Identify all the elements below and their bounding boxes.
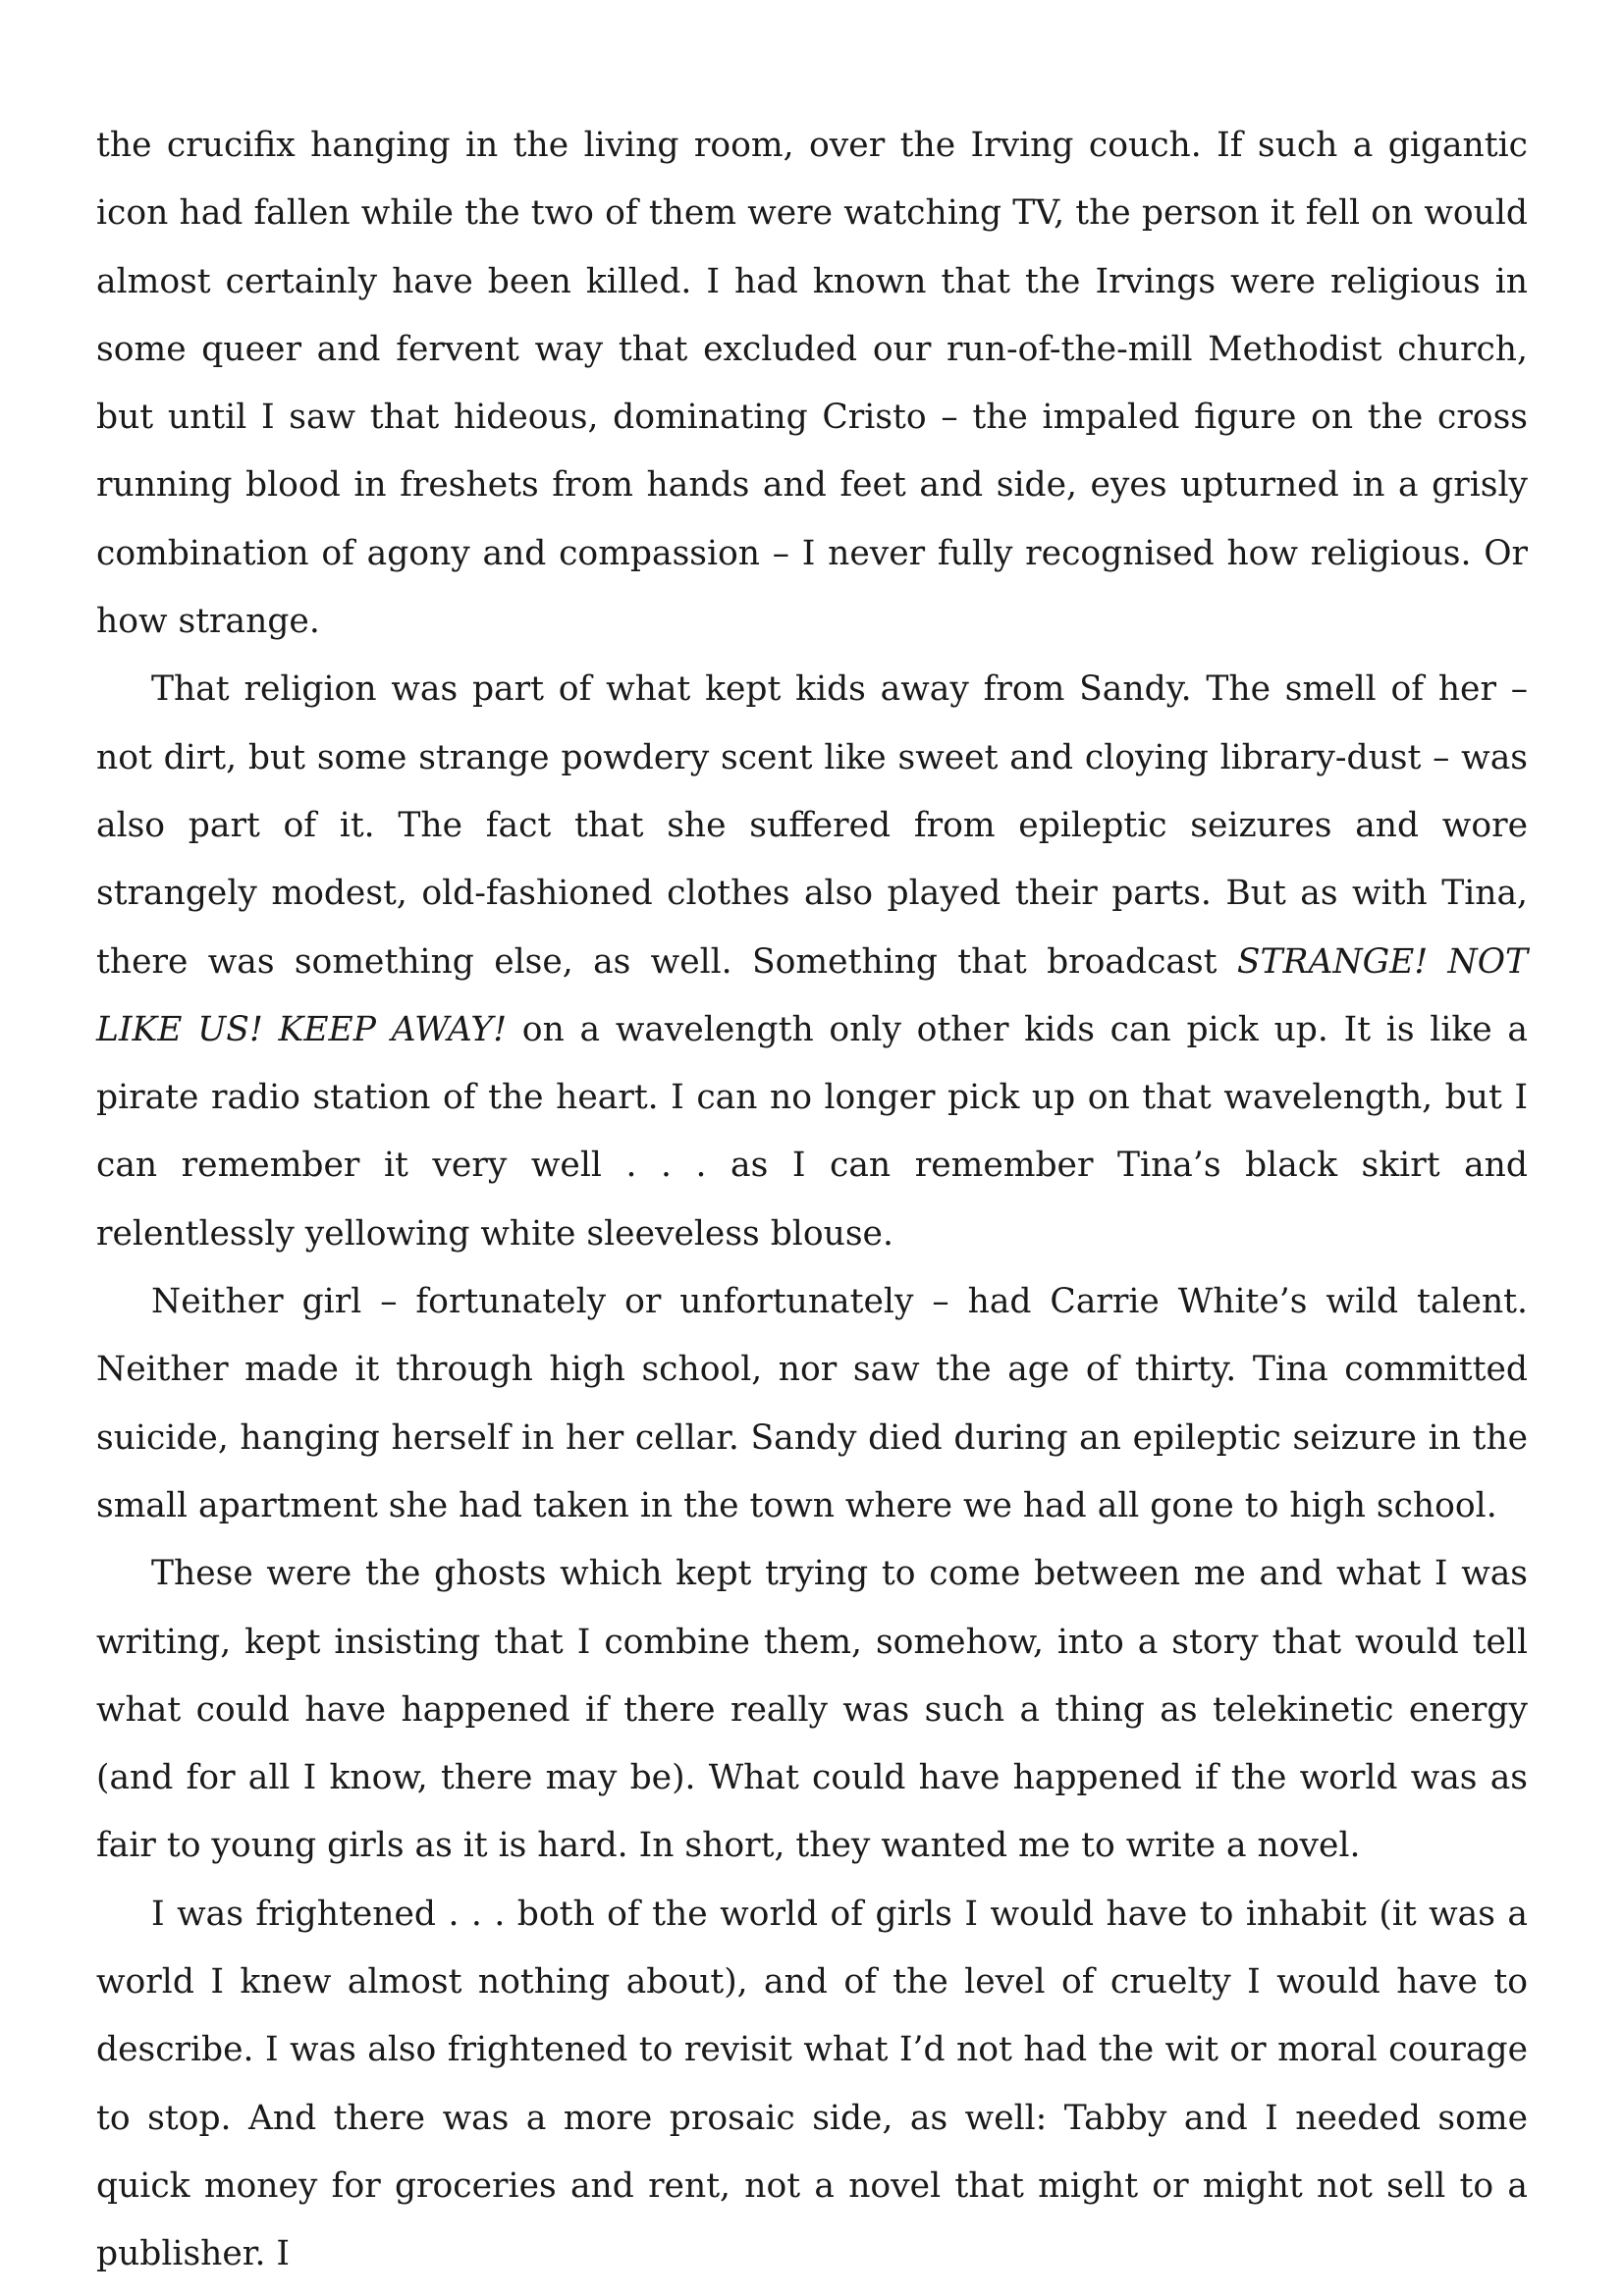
paragraph-2-text-b: on a wavelength only other kids can pick up. It is like a pirate radio station of the heart. I can no longer pick up on that wavelength, but I can remember it very well . . . as I can remember Tina’s black skirt and relentlessly yellowing white sleeveless blouse. — [96, 1009, 1528, 1254]
paragraph-1-text: the crucifix hanging in the living room, over the Irving couch. If such a gigantic icon had fallen while the two of them were watching TV, the person it fell on would almost certainly have been killed. I had known that the Irvings were religious in some queer and fervent way that excluded our run-of-the-mill Methodist church, but until I saw that hideous, dominating Cristo – the impaled figure on the cross running blood in freshets from hands and feet and side, eyes upturned in a grisly combination of agony and compassion – I never fully recognised how religious. Or how strange. — [96, 126, 1528, 642]
paragraph-2-emphasis: STRANGE! NOT LIKE US! KEEP AWAY! — [96, 941, 1529, 1049]
paragraph-2 — [96, 656, 1528, 1268]
paragraph-4-text: These were the ghosts which kept trying to come between me and what I was writing, kept insisting that I combine them, somehow, into a story that would tell what could have happened if there really was such a thing as telekinetic energy (and for all I know, there may be). What could have happened if the world was as fair to young girls as it is hard. In short, they wanted me to write a novel. — [96, 1554, 1528, 1866]
paragraph-4 — [96, 1540, 1528, 1880]
paragraph-1 — [96, 112, 1528, 656]
paragraph-3-text: Neither girl – fortunately or unfortunately – had Carrie White’s wild talent. Neither made it through high school, nor saw the age of thirty. Tina committed suicide, hanging herself in her cellar. Sandy died during an epileptic seizure in the small apartment she had taken in the town where we had all gone to high school. — [96, 1282, 1528, 1525]
body-text — [96, 112, 1528, 2289]
paragraph-3 — [96, 1268, 1528, 1540]
paragraph-2-text-a: That religion was part of what kept kids away from Sandy. The smell of her – not dirt, but some strange powdery scent like sweet and cloying library-dust – was also part of it. The fact that she suffered from epileptic seizures and wore strangely modest, old-fashioned clothes also played their parts. But as with Tina, there was something else, as well. Something that broadcast — [96, 669, 1528, 982]
paragraph-5-text: I was frightened . . . both of the world of girls I would have to inhabit (it was a world I knew almost nothing about), and of the level of cruelty I would have to describe. I was also frightened to revisit what I’d not had the wit or moral courage to stop. And there was a more prosaic side, as well: Tabby and I needed some quick money for groceries and rent, not a novel that might or might not sell to a publisher. I — [96, 1894, 1528, 2274]
paragraph-5 — [96, 1881, 1528, 2289]
